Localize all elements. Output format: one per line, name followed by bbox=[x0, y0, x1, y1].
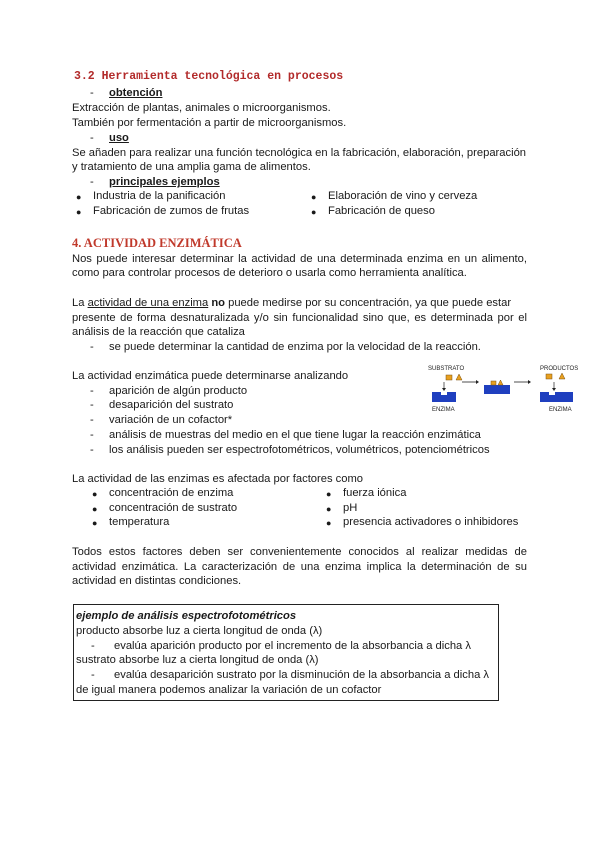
section-4-title: 4. ACTIVIDAD ENZIMÁTICA bbox=[72, 236, 242, 250]
dash-marker: - bbox=[90, 385, 94, 397]
example-box-title: ejemplo de análisis espectrofotométricos bbox=[76, 610, 297, 622]
dash-marker: - bbox=[90, 341, 94, 353]
bullet-marker: ● bbox=[76, 192, 82, 202]
activity-paragraph-line-2: presente de forma desnaturalizada y/o sin funcionalidad sino que, es determinada por el bbox=[72, 312, 527, 324]
enzyme-substrate-complex-icon bbox=[484, 380, 510, 394]
bullet-marker: ● bbox=[326, 504, 332, 514]
bullet-marker: ● bbox=[326, 518, 332, 528]
enzyme-right-icon bbox=[540, 382, 573, 402]
p2-rest: puede medirse por su concentración, ya que puede estar bbox=[228, 297, 512, 309]
factors-intro: La actividad de las enzimas es afectada por factores como bbox=[72, 473, 364, 485]
example-box-line-1: producto absorbe luz a cierta longitud de onda (λ) bbox=[76, 625, 323, 637]
example-item: Industria de la panificación bbox=[93, 190, 226, 202]
dash-marker: - bbox=[91, 640, 95, 652]
analysis-intro: La actividad enzimática puede determinarse analizando bbox=[72, 370, 349, 382]
p2-pre: La bbox=[72, 297, 85, 309]
products-icon bbox=[546, 373, 565, 379]
factor-item: concentración de enzima bbox=[109, 487, 234, 499]
ejemplos-label: principales ejemplos bbox=[109, 176, 220, 188]
substrate-label: SUBSTRATO bbox=[428, 366, 465, 372]
conclusion-line-3: actividad en distintas condiciones. bbox=[72, 575, 242, 587]
dash-marker: - bbox=[90, 444, 94, 456]
arrow-icon bbox=[462, 380, 479, 384]
dash-marker: - bbox=[90, 176, 94, 188]
factor-item: temperatura bbox=[109, 516, 170, 528]
analysis-item: desaparición del sustrato bbox=[109, 399, 234, 411]
uso-line-1: Se añaden para realizar una función tecnológica en la fabricación, elaboración, preparación bbox=[72, 147, 527, 159]
intro-line-2: como para controlar procesos de deterioro o usarla como herramienta analítica. bbox=[72, 267, 467, 279]
factor-item: concentración de sustrato bbox=[109, 502, 238, 514]
enzyme-substrate-diagram bbox=[418, 360, 586, 418]
p2-bold: no bbox=[211, 297, 225, 309]
example-box-line-2: evalúa aparición producto por el incremento de la absorbancia a dicha λ bbox=[114, 640, 471, 652]
analysis-item: los análisis pueden ser espectrofotométricos, volumétricos, potenciométricos bbox=[109, 444, 490, 456]
obtencion-line-1: Extracción de plantas, animales o microorganismos. bbox=[72, 102, 331, 114]
uso-line-2: y tratamiento de una amplia gama de alimentos. bbox=[72, 161, 311, 173]
example-item: Fabricación de queso bbox=[328, 205, 435, 217]
bullet-marker: ● bbox=[326, 489, 332, 499]
substrate-icon bbox=[446, 374, 462, 380]
conclusion-line-1: Todos estos factores deben ser convenientemente conocidos al realizar medidas de bbox=[72, 546, 527, 558]
bullet-marker: ● bbox=[92, 518, 98, 528]
factor-item: presencia activadores o inhibidores bbox=[343, 516, 519, 528]
dash-marker: - bbox=[91, 669, 95, 681]
products-label: PRODUCTOS bbox=[540, 366, 579, 372]
dash-marker: - bbox=[90, 399, 94, 411]
enzyme-left-icon bbox=[432, 382, 456, 402]
dash-marker: - bbox=[90, 429, 94, 441]
bullet-marker: ● bbox=[311, 207, 317, 217]
arrow-icon bbox=[514, 380, 531, 384]
example-box-line-3: sustrato absorbe luz a cierta longitud de onda (λ) bbox=[76, 654, 319, 666]
conclusion-line-2: actividad enzimática. La caracterización de una enzima implica la determinación de su bbox=[72, 561, 527, 573]
dash-marker: - bbox=[90, 87, 94, 99]
intro-line-1: Nos puede interesar determinar la actividad de una determinada enzima en un alimento, bbox=[72, 253, 527, 265]
analysis-item: variación de un cofactor* bbox=[109, 414, 233, 426]
obtencion-line-2: También por fermentación a partir de microorganismos. bbox=[72, 117, 347, 129]
activity-dash-item: se puede determinar la cantidad de enzima por la velocidad de la reacción. bbox=[109, 341, 481, 353]
factor-item: fuerza iónica bbox=[343, 487, 407, 499]
example-box-line-4: evalúa desaparición sustrato por la disminución de la absorbancia a dicha λ bbox=[114, 669, 490, 681]
factor-item: pH bbox=[343, 502, 358, 514]
example-item: Elaboración de vino y cerveza bbox=[328, 190, 478, 202]
p2-underlined: actividad de una enzima bbox=[87, 297, 209, 309]
activity-paragraph-line-3: análisis de la reacción que cataliza bbox=[72, 326, 245, 338]
example-item: Fabricación de zumos de frutas bbox=[93, 205, 250, 217]
enzyme-left-label: ENZIMA bbox=[432, 407, 455, 413]
obtencion-label: obtención bbox=[109, 87, 163, 99]
bullet-marker: ● bbox=[92, 504, 98, 514]
analysis-item: análisis de muestras del medio en el que tiene lugar la reacción enzimática bbox=[109, 429, 481, 441]
activity-paragraph-line-1 bbox=[72, 296, 511, 310]
section-3-2-title: 3.2 Herramienta tecnológica en procesos bbox=[74, 70, 344, 83]
bullet-marker: ● bbox=[311, 192, 317, 202]
dash-marker: - bbox=[90, 414, 94, 426]
example-box-line-5: de igual manera podemos analizar la variación de un cofactor bbox=[76, 684, 382, 696]
dash-marker: - bbox=[90, 132, 94, 144]
uso-label: uso bbox=[109, 132, 129, 144]
analysis-item: aparición de algún producto bbox=[109, 385, 248, 397]
enzyme-right-label: ENZIMA bbox=[549, 407, 572, 413]
bullet-marker: ● bbox=[92, 489, 98, 499]
bullet-marker: ● bbox=[76, 207, 82, 217]
